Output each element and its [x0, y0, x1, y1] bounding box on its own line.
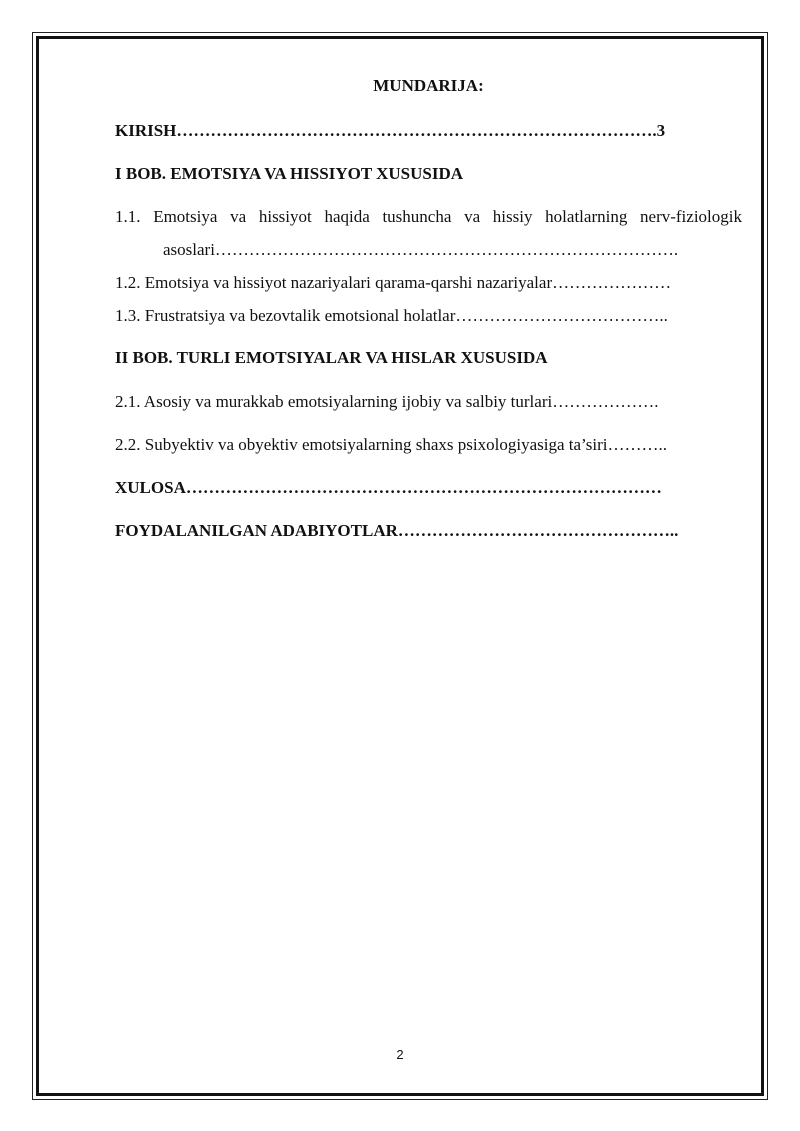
- page-number: 2: [396, 1047, 404, 1062]
- toc-entry-kirish: KIRISH………………………………………………………………………….3: [115, 121, 666, 140]
- toc-entry-1-3: 1.3. Frustratsiya va bezovtalik emotsional holatlar………………………………..: [115, 306, 668, 325]
- toc-chapter-1-title: I BOB. EMOTSIYA VA HISSIYOT XUSUSIDA: [115, 164, 464, 183]
- toc-entry-1-2: 1.2. Emotsiya va hissiyot nazariyalari qarama-qarshi nazariyalar…………………: [115, 273, 672, 292]
- toc-entry-1-1-line1: 1.1. Emotsiya va hissiyot haqida tushuncha va hissiy holatlarning nerv-fiziologik: [115, 207, 742, 226]
- toc-heading: MUNDARIJA:: [373, 76, 484, 95]
- toc-entry-2-2: 2.2. Subyektiv va obyektiv emotsiyalarning shaxs psixologiyasiga ta’siri………..: [115, 435, 667, 454]
- toc-entry-1-1-line2: asoslari……………………………………………………………………….: [163, 240, 679, 259]
- toc-chapter-2-title: II BOB. TURLI EMOTSIYALAR VA HISLAR XUSUSIDA: [115, 348, 548, 367]
- toc-entry-adabiyotlar: FOYDALANILGAN ADABIYOTLAR…………………………………………..: [115, 521, 679, 540]
- page-border-inner: [36, 36, 764, 1096]
- toc-entry-xulosa: XULOSA…………………………………………………………………………: [115, 478, 662, 497]
- toc-entry-2-1: 2.1. Asosiy va murakkab emotsiyalarning ijobiy va salbiy turlari……………….: [115, 392, 659, 411]
